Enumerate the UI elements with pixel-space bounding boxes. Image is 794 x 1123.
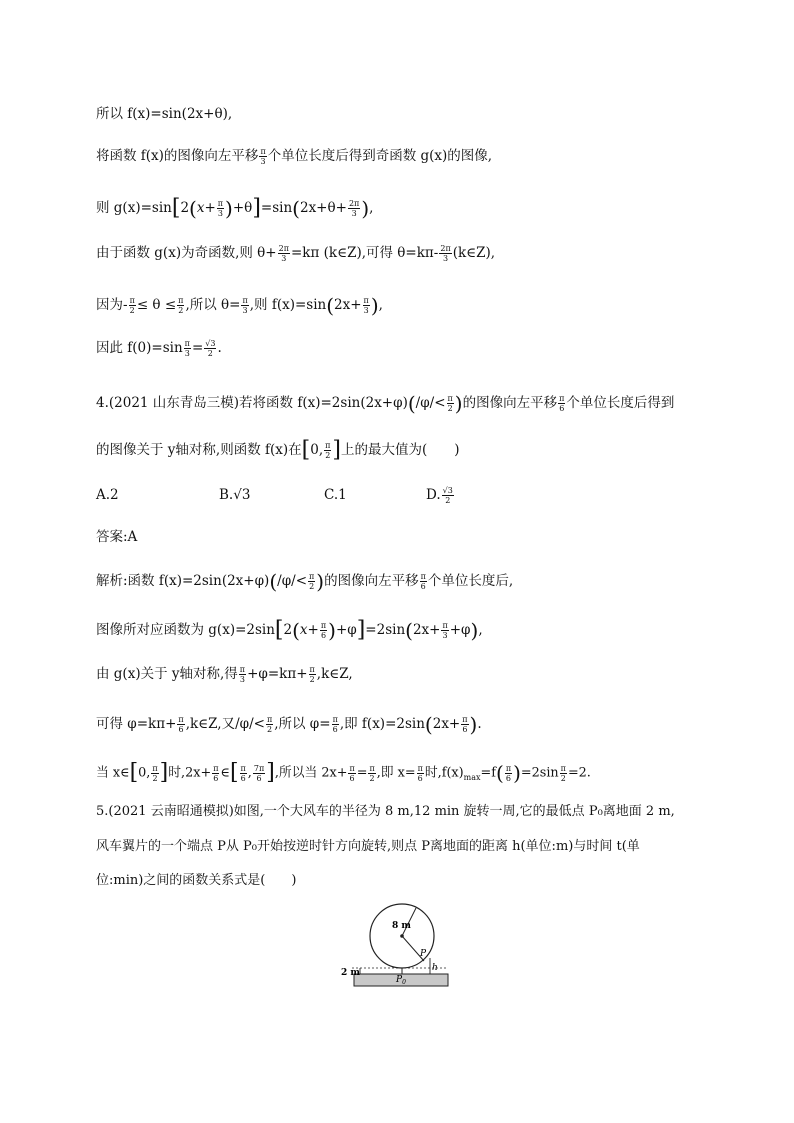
option-c: C.1 [324,487,347,503]
question-5-line-3: 位:min)之间的函数关系式是( ) [96,873,297,888]
analysis-line-2: 图像所对应函数为 g(x)=2sin[2(x+ $\frac{\pi}{6}$ )+φ]=2sin(2x+ $\frac{\pi}{3}$ +φ), [96,617,483,643]
solution-line-4: 由于函数 g(x)为奇函数,则 θ+ $\frac{2\pi}{3}$ =kπ (k∈Z),可得 θ=kπ- $\frac{2\pi}{3}$ (k∈Z), [96,244,496,263]
question-4-line-1: 4.(2021 山东青岛三模)若将函数 f(x)=2sin(2x+φ)(/φ/< $\frac{\pi}{2}$ )的图像向左平移 $\frac{\pi}{6}$ 个单位长度后得到 [96,391,675,416]
question-4-options [96,485,696,509]
option-d: D. $\frac{√3}{2}$ [426,486,453,505]
analysis-line-3: 由 g(x)关于 y轴对称,得 $\frac{\pi}{3}$ +φ=kπ+ $\frac{\pi}{2}$ ,k∈Z, [96,665,353,684]
question-4-line-2: 的图像关于 y轴对称,则函数 f(x)在[0, $\frac{\pi}{2}$ ]上的最大值为( ) [96,437,460,463]
answer-line: 答案:A [96,529,138,545]
ground-height-label: 2 m [341,968,360,978]
analysis-line-1: 解析:函数 f(x)=2sin(2x+φ)(/φ/< $\frac{\pi}{2}$ )的图像向左平移 $\frac{\pi}{6}$ 个单位长度后, [96,569,514,594]
option-a: A.2 [96,487,119,503]
analysis-line-5: 当 x∈[0, $\frac{\pi}{2}$ ]时,2x+ $\frac{\pi}{6}$ ∈[ $\frac{\pi}{6}$ , $\frac{7\pi}{6}$ ],所以当 2x+ $\frac{\pi}{6}$ = $\frac{\pi}{2}$ ,即 x= $\frac{\pi}{6}$ 时$,f(x)_{max}=f$( $\frac{\pi}{6}$ )=2sin $\frac{\pi}{2}$ =2. [96,760,591,785]
p0-label: $P_0$ [396,975,406,986]
option-b: B.√3 [219,487,251,503]
solution-line-6: 因此 f(0)=sin $\frac{\pi}{3}$ = $\frac{√3}{2}$ . [96,339,222,358]
solution-line-3: 则 g(x)=sin[2(x+ $\frac{\pi}{3}$ )+θ]=sin(2x+θ+ $\frac{2\pi}{3}$ ), [96,195,374,221]
solution-line-1: 所以 f(x)=sin(2x+θ), [96,106,233,122]
h-label: h [432,963,438,973]
radius-label: 8 m [392,921,411,931]
question-5-line-1: 5.(2021 云南昭通模拟)如图,一个大风车的半径为 8 m,12 min 旋转一周,它的最低点 P₀离地面 2 m, [96,804,675,819]
analysis-line-4: 可得 φ=kπ+ $\frac{\pi}{6}$ ,k∈Z,又/φ/< $\frac{\pi}{2}$ ,所以 φ= $\frac{\pi}{6}$ ,即 f(x)=2sin(2x+ $\frac{\pi}{6}$ ). [96,712,482,737]
p-label: P [420,949,427,959]
fraction-pi-3: $\frac{\pi}{3}$ [260,147,266,166]
solution-line-5: 因为- $\frac{\pi}{2}$ ≤ θ ≤ $\frac{\pi}{2}$ ,所以 θ= $\frac{\pi}{3}$ ,则 f(x)=sin(2x+ $\frac{\pi}{3}$ ), [96,293,383,318]
question-5-line-2: 风车翼片的一个端点 P从 P₀开始按逆时针方向旋转,则点 P离地面的距离 h(单位:m)与时间 t(单 [96,839,640,854]
windmill-figure [340,900,460,995]
solution-line-2: 将函数 f(x)的图像向左平移 $\frac{\pi}{3}$ 个单位长度后得到奇函数 g(x)的图像, [96,147,493,166]
